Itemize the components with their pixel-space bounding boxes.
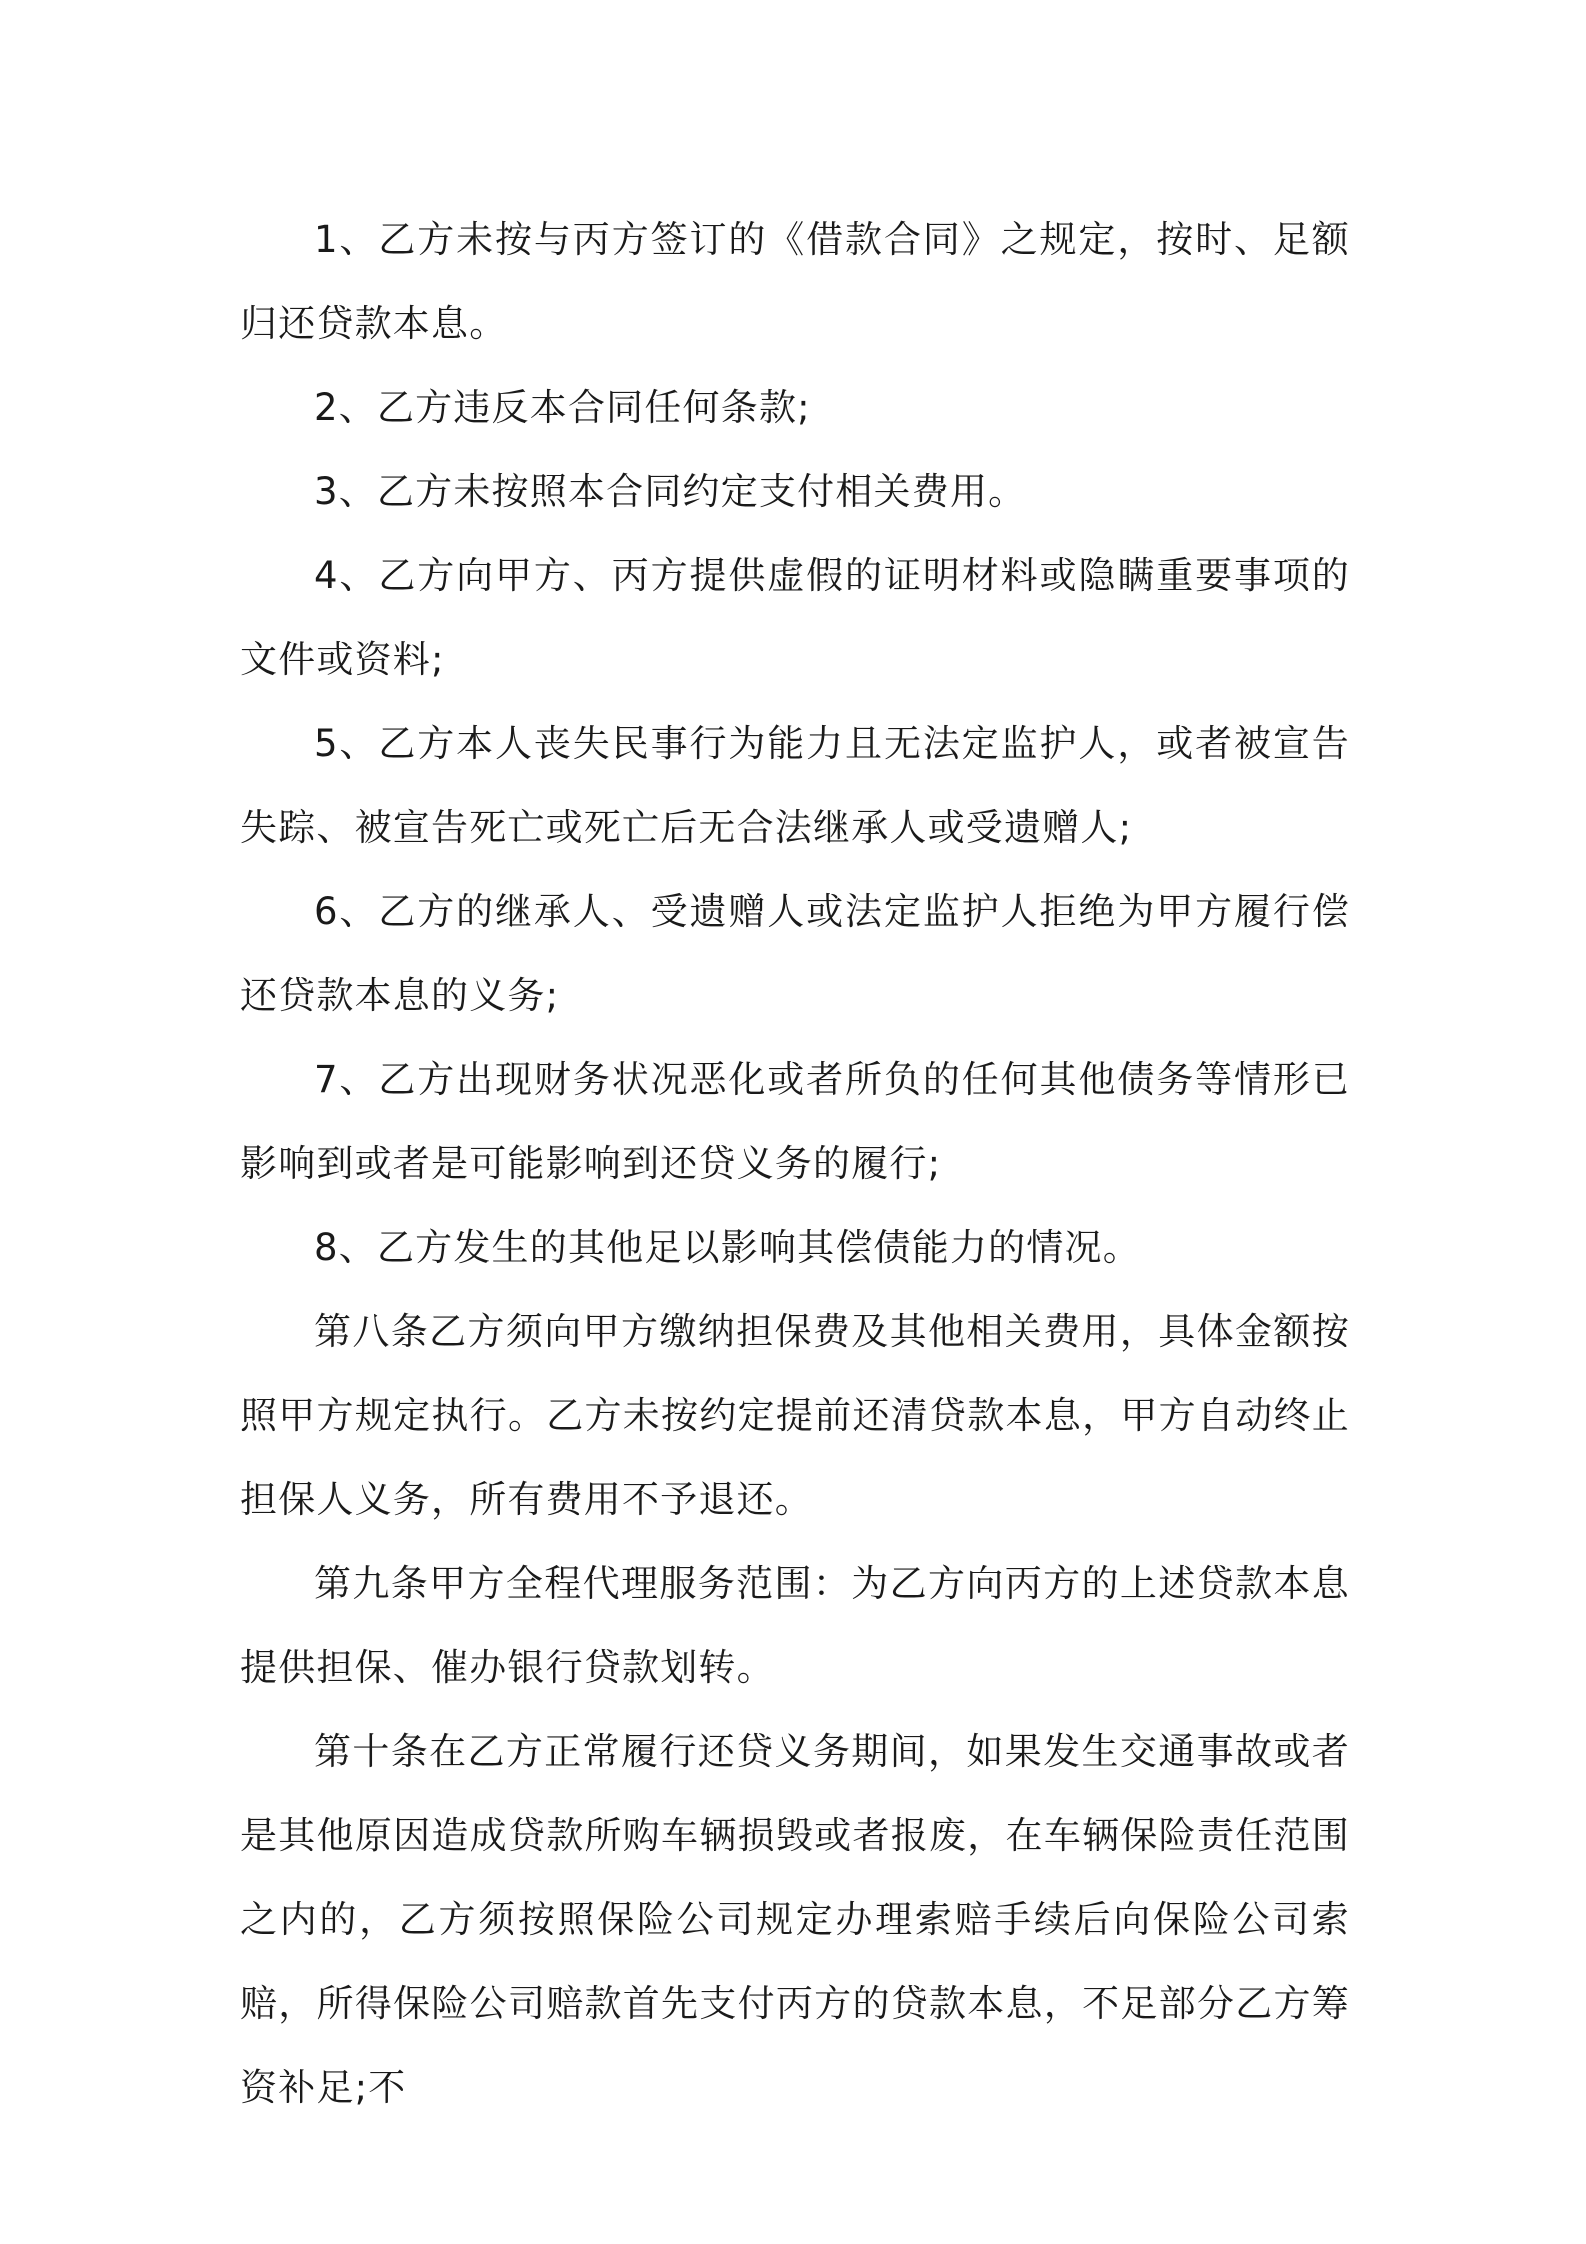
document-body (240, 198, 1350, 2130)
clause-item-6: 6、乙方的继承人、受遗赠人或法定监护人拒绝为甲方履行偿还贷款本息的义务; (240, 890, 1350, 1017)
article-10: 第十条在乙方正常履行还贷义务期间，如果发生交通事故或者是其他原因造成贷款所购车辆损毁或者报废，在车辆保险责任范围之内的，乙方须按照保险公司规定办理索赔手续后向保险公司索赔，所得保险公司赔款首先支付丙方的贷款本息，不足部分乙方筹资补足;不 (240, 1730, 1350, 2109)
clause-item-8: 8、乙方发生的其他足以影响其偿债能力的情况。 (314, 1226, 1141, 1269)
article-8: 第八条乙方须向甲方缴纳担保费及其他相关费用，具体金额按照甲方规定执行。乙方未按约定提前还清贷款本息，甲方自动终止担保人义务，所有费用不予退还。 (240, 1310, 1350, 1521)
clause-item-3: 3、乙方未按照本合同约定支付相关费用。 (314, 470, 1027, 513)
clause-item-7: 7、乙方出现财务状况恶化或者所负的任何其他债务等情形已影响到或者是可能影响到还贷义务的履行; (240, 1058, 1350, 1185)
clause-item-2: 2、乙方违反本合同任何条款; (314, 386, 811, 429)
clause-item-5: 5、乙方本人丧失民事行为能力且无法定监护人，或者被宣告失踪、被宣告死亡或死亡后无合法继承人或受遗赠人; (240, 722, 1350, 849)
article-9: 第九条甲方全程代理服务范围：为乙方向丙方的上述贷款本息提供担保、催办银行贷款划转。 (240, 1562, 1350, 1689)
clause-item-1: 1、乙方未按与丙方签订的《借款合同》之规定，按时、足额归还贷款本息。 (240, 218, 1350, 345)
clause-item-4: 4、乙方向甲方、丙方提供虚假的证明材料或隐瞒重要事项的文件或资料; (240, 554, 1350, 681)
